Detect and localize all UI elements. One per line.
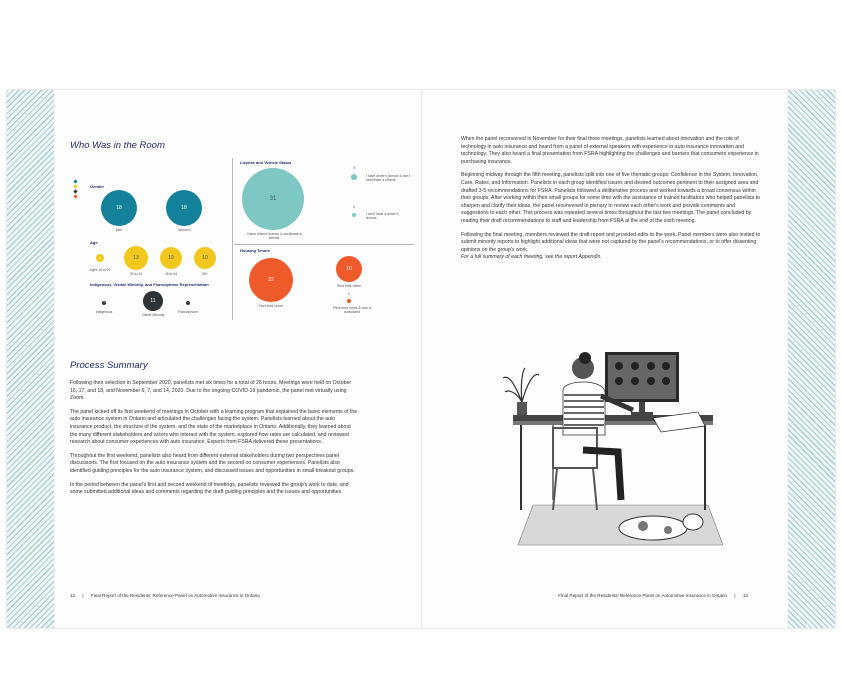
age-30-44-label: 30 to 44 [129, 272, 143, 276]
age-title: Age [90, 240, 98, 245]
age-18-29-circle [96, 254, 104, 262]
men-value: 18 [116, 205, 122, 211]
left-body-text [70, 380, 358, 503]
rent-other-value: 2 [348, 292, 350, 296]
person-at-computer-illustration [493, 340, 723, 560]
visible-minority-label: Visible Minority [141, 313, 165, 317]
legend-dots [74, 180, 77, 198]
left-paragraph-2: The panel kicked off its first weekend of meetings in October with a learning program that explained the basic elements of the auto insurance system in Ontario and articulated the challenges facing the system. Panelists learned about the auto insurance product, the structure of the system, and the state of the marketplace in Ontario. Additionally, they learned about the many different stakeholders and actors who interact with the system, explored how rates are calculated, and reviewed research about consumer experiences with auto insurance. Experts from FSRA delivered these presentations. [70, 408, 358, 446]
license-none-label: I don't have a driver's licence [366, 212, 399, 220]
own-home-value: 22 [268, 277, 274, 283]
visible-minority-circle [143, 291, 163, 311]
age-45-64-value: 10 [168, 255, 174, 261]
license-noown-circle [351, 174, 357, 180]
right-paragraph-1: When the panel reconvened in November for their final three meetings, panelists learned about innovation and the role of technology in auto insurance and heard from a panel of external speakers with experience in auto insurance innovation and technology. They also heard a final presentation from FSRA highlighting the challenges and barriers that consumers experience in purchasing insurance. [461, 136, 759, 165]
rent-other-label: Rent their home & own a subsidized [333, 306, 371, 314]
right-footer: Final Report of the Residents' Reference Panel on Automotive Insurance in Ontario | 13 [558, 593, 748, 598]
visible-minority-value: 11 [150, 298, 156, 304]
own-home-circle [249, 258, 293, 302]
book-spread [7, 90, 835, 628]
age-18-29-label: Ages 18 to 29 [89, 268, 111, 272]
women-value: 18 [181, 205, 187, 211]
license-noown-value: 3 [353, 166, 355, 170]
license-title: License and Vehicle Status [240, 160, 292, 165]
license-none-circle [352, 213, 356, 217]
right-stripe-border [788, 90, 835, 628]
infographic-divider [232, 158, 233, 320]
age-18-29-value: 3 [99, 256, 101, 260]
right-page [423, 90, 788, 628]
men-label: Men [115, 228, 123, 232]
age-45-64-circle [160, 247, 182, 269]
francophone-label: Francophone [178, 310, 198, 314]
license-own-value: 31 [269, 196, 277, 202]
left-page-number: 12 [70, 593, 76, 598]
right-italic-note: For a full summary of each meeting, see the report Appendix. [461, 254, 602, 261]
age-30-44-value: 13 [133, 255, 139, 261]
license-none-value: 2 [353, 205, 355, 209]
left-paragraph-4: In the period between the panel's first and second weekend of meetings, panelists reviewed the group's work to date, and some submitted additional ideas and comments regarding the draft guiding principles and the issues and opportunities. [70, 481, 349, 496]
left-paragraph-3: Throughout the first weekend, panelists also heard from different external stakeholders during two perspectives panel discussions. The first focused on the auto insurance system and the second on consumer experiences. Panelists also identified guiding principles for the auto insurance system, and discussed issues and opportunities in small breakout groups. [70, 452, 355, 474]
license-housing-divider [234, 244, 414, 245]
rent-other-circle [347, 299, 351, 303]
right-paragraph-3: Following the final meeting, members reviewed the draft report and provided edits to the work. Panel members were also invited to submit minority reports to highlight additional ideas that were not captured by the panel's recommendations, or to offer dissenting opinions on the group's work. [461, 231, 761, 253]
rent-home-label: Rent their home [336, 284, 362, 288]
license-own-label: I have driver's licence & own/lease a vehicle [246, 232, 302, 240]
right-paragraph-2: Beginning midway through the fifth meeting, panelists split into one of five thematic groups: Confidence in the System, Innovation, Care, Rates, and Information. Panelists in each group identified issues and desired outcomes pertinent to their assigned area and drafted 3-5 recommendations for FSRA. Panelists followed a deliberative process and worked towards a broad consensus within their groups. After working within their small groups for some time with the assistance of trained facilitators who helped panelists to sharpen and clarify their ideas, the panel reconvened in plenary to review each other's work and provide comments and suggestions to each other. This process was repeated several times throughout the last two meetings. The panel concluded by reading their draft recommendations to staff and leadership from FSRA at the end of the sixth meeting. [461, 172, 760, 224]
own-home-label: Own their home [259, 304, 283, 308]
who-was-in-room-heading: Who Was in the Room [70, 140, 165, 151]
left-paragraph-1: Following their selection in September 2020, panelists met six times for a total of 26 hours. Meetings were held on October 16, 17, and 18, and November 6, 7, and 14, 2020. Due to the ongoing COVID-19 pandemic, the panel met virtually using Zoom. [70, 380, 352, 402]
representation-title: Indigenous, Visible Minority, and Francophone Representation [90, 282, 209, 287]
left-footer-title: Final Report of the Residents' Reference Panel on Automotive Insurance in Ontario [90, 593, 260, 598]
francophone-value: 1 [187, 302, 189, 304]
right-page-number: 13 [742, 593, 748, 598]
rent-home-value: 10 [346, 266, 352, 272]
age-65plus-circle [194, 247, 216, 269]
license-noown-label: I have driver's licence & don't own/lease a vehicle [366, 174, 410, 182]
process-summary-heading: Process Summary [70, 360, 148, 371]
indigenous-label: Indigenous [95, 310, 113, 314]
indigenous-circle [102, 301, 106, 305]
left-page [54, 90, 421, 628]
indigenous-value: 1 [103, 302, 105, 304]
rent-home-circle [336, 256, 362, 282]
housing-title: Housing Tenure [240, 248, 271, 253]
left-stripe-border [7, 90, 54, 628]
women-circle [166, 190, 202, 226]
demographics-infographic [74, 158, 414, 320]
age-65plus-value: 10 [202, 255, 208, 261]
francophone-circle [186, 301, 190, 305]
right-body-text [461, 136, 761, 268]
age-30-44-circle [124, 246, 148, 270]
age-45-64-label: 45 to 64 [164, 272, 178, 276]
women-label: Women [178, 228, 190, 232]
license-own-circle [242, 168, 304, 230]
right-footer-title: Final Report of the Residents' Reference Panel on Automotive Insurance in Ontario [558, 593, 728, 598]
gender-title: Gender [90, 184, 105, 189]
left-footer: 12 | Final Report of the Residents' Reference Panel on Automotive Insurance in Ontario [70, 593, 260, 598]
men-circle [101, 190, 137, 226]
age-65plus-label: 65+ [202, 272, 208, 276]
